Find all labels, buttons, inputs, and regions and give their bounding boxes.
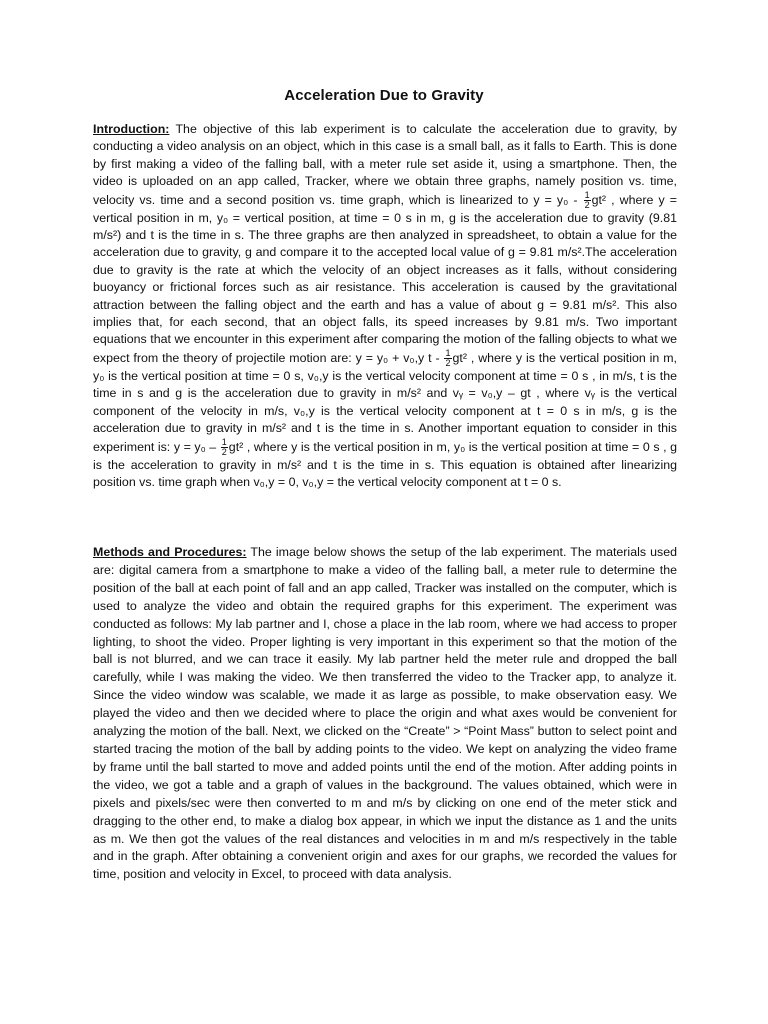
fraction-one-half (584, 191, 591, 210)
fraction-numerator: 1 (584, 189, 590, 200)
fraction-denominator: 2 (584, 199, 590, 210)
methods-section (93, 544, 677, 884)
introduction-text-part-3: gt² , where y is the vertical position in m, y₀ is the vertical position at time = 0 s, v₀,y is the vertical velocity component at time = 0 s , in m/s, t is the time in s and g is the acceleration due to gravity in m/s² and vᵧ = v₀,y – gt , where vᵧ is the vertical component of the velocity in m/s, v₀,y is the vertical velocity component at t = 0 s in m/s, g is the acceleration due to gravity in m/s² and t is the time in s. Another important equation to consider in this experiment is: y = y₀ – (93, 350, 677, 454)
introduction-text-part-2: gt² , where y = vertical position in m, y₀ = vertical position, at time = 0 s in m, g is the acceleration due to gravity (9.81 m/s²) and t is the time in s. The three graphs are then analyzed in spreadsheet, to obtain a value for the acceleration due to gravity, g and compare it to the accepted local value of g = 9.81 m/s².The acceleration due to gravity is the rate at which the velocity of an object increases as it falls, without considering buoyancy or frictional forces such as air resistance. This acceleration is caused by the gravitational attraction between the falling object and the earth and has a value of about g = 9.81 m/s². This also implies that, for each second, that an object falls, its speed increases by 9.81 m/s. Two important equations that we encounter in this experiment after comparing the motion of the falling objects to what we expect from the theory of projectile motion are: y = y₀ + v₀,y t - (93, 192, 677, 365)
fraction-numerator: 1 (445, 347, 451, 358)
introduction-text-part-4: gt² , where y is the vertical position in m, y₀ is the vertical position at time = 0 s , g is the acceleration to gravity in m/s² and t is the time in s. This equation is obtained after linearizing position vs. time graph when v₀,y = 0, v₀,y = the vertical velocity component at t = 0 s. (93, 439, 677, 489)
fraction-numerator: 1 (221, 436, 227, 447)
introduction-section (93, 121, 677, 491)
methods-text: The image below shows the setup of the lab experiment. The materials used are: digital camera from a smartphone to make a video of the falling ball, a meter rule to determine the position of the ball at each point of fall and an app called, Tracker was installed on the computer, which is used to analyze the video and obtain the required graphs for this experiment. The experiment was conducted as follows: My lab partner and I, chose a place in the lab room, where we had access to proper lighting, to shoot the video. Proper lighting is very important in this experiment so that the motion of the ball is not blurred, and we can trace it easily. My lab partner held the meter rule and dropped the ball carefully, while I was making the video. We then transferred the video to the Tracker app, to analyze it. Since the video window was scalable, we made it as large as possible, to make observation easy. We played the video and then we decided where to place the origin and what axes would be convenient for analyzing the motion of the ball. Next, we clicked on the “Create” > “Point Mass” button to select point and started tracing the motion of the ball by adding points to the video. We kept on analyzing the video frame by frame until the ball started to move and added points until the end of the motion. After adding points in the video, we got a table and a graph of values in the background. The values obtained, which were in pixels and pixels/sec were then converted to m and m/s by clicking on one end of the meter stick and dragging to the other end, to make a dialog box appear, in which we input the distance as 1 and the units as m. We then got the values of the real distances and velocities in m and m/s respectively in the table and in the graph. After obtaining a convenient origin and axes for our graphs, we recorded the values for time, position and velocity in Excel, to proceed with data analysis. (93, 545, 678, 882)
fraction-denominator: 2 (445, 357, 451, 368)
introduction-heading: Introduction: (93, 122, 170, 136)
fraction-one-half (221, 438, 228, 457)
introduction-text-part-1: The objective of this lab experiment is to calculate the acceleration due to gravity, by conducting a video analysis on an object, which in this case is a small ball, as it falls to Earth. This is done by first making a video of the falling ball, with a meter rule set aside it, using a smartphone. Then, the video is uploaded on an app called, Tracker, where we obtain three graphs, namely position vs. time, velocity vs. time and a second position vs. time graph, which is linearized to y = y₀ - (93, 122, 677, 207)
fraction-one-half (444, 349, 451, 368)
fraction-denominator: 2 (221, 446, 227, 457)
methods-heading: Methods and Procedures: (93, 545, 247, 559)
document-title: Acceleration Due to Gravity (284, 87, 484, 104)
